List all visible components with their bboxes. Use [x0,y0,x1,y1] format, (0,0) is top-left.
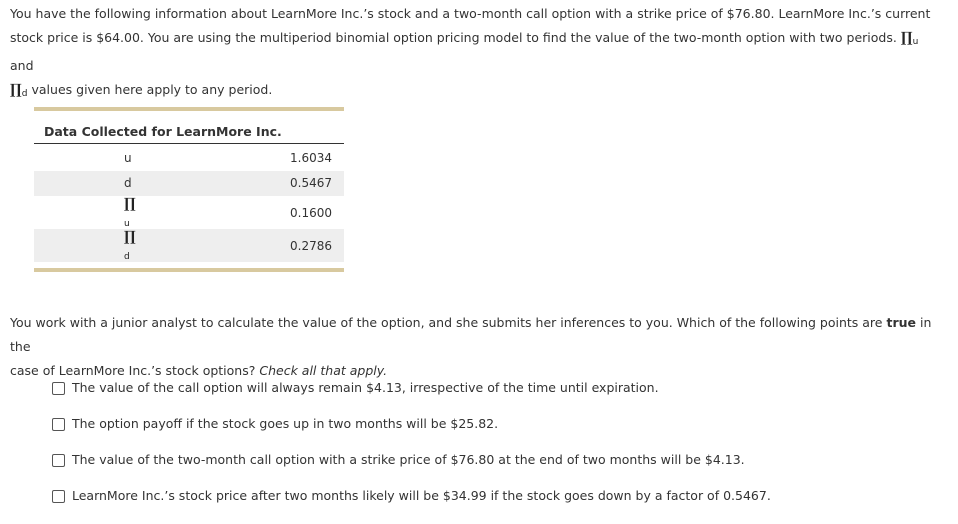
intro-line-3: values given here apply to any period. [31,82,273,97]
option-label: The option payoff if the stock goes up in two months will be $25.82. [72,416,499,431]
table-row [34,145,344,171]
table-row [34,171,344,197]
row-label: $\prod_u$ [124,196,136,229]
answer-option-1[interactable] [52,376,932,412]
checkbox[interactable] [52,454,65,467]
question-instruction: Check all that apply. [259,363,388,378]
question-true-bold: true [886,315,916,330]
question-part-b: in the [10,315,932,354]
row-label: u [124,150,132,165]
answer-options [52,376,932,520]
pi-u-symbol: $\prod_u$ [900,30,919,47]
intro-line-2: stock price is $64.00. You are using the multiperiod binomial option pricing model to find the value of the two-month option with two periods. [10,30,897,45]
question-part-c: case of LearnMore Inc.’s stock options? [10,363,256,378]
question-part-a: You work with a junior analyst to calculate the value of the option, and she submits her inferences to you. Which of the following points are [10,315,883,330]
row-value: 1.6034 [290,150,332,165]
checkbox[interactable] [52,382,65,395]
problem-intro [10,2,940,106]
checkbox[interactable] [52,418,65,431]
checkbox[interactable] [52,490,65,503]
table-row [34,196,344,229]
question-text [10,311,940,383]
row-label: $\prod_d$ [34,229,154,262]
row-label: d [34,171,154,197]
data-table [34,107,344,272]
option-label: LearnMore Inc.’s stock price after two months likely will be $34.99 if the stock goes down by a factor of 0.5467. [72,488,771,503]
intro-and: and [10,58,34,73]
table-body [34,145,344,262]
table-caption: Data Collected for LearnMore Inc. [44,124,282,139]
row-value: 0.1600 [290,205,332,220]
intro-line-1: You have the following information about LearnMore Inc.’s stock and a two-month call option with a strike price of $76.80. LearnMore Inc.’s current [10,6,931,21]
table-header-line [34,143,344,144]
answer-option-3[interactable] [52,448,932,484]
table-bottom-rule [34,268,344,272]
row-value: 0.2786 [154,229,344,262]
option-label: The value of the call option will always remain $4.13, irrespective of the time until expiration. [72,380,659,395]
pi-d-symbol: $\prod_d$ [10,82,28,99]
row-value: 0.5467 [154,171,344,197]
option-label: The value of the two-month call option with a strike price of $76.80 at the end of two months will be $4.13. [72,452,745,467]
answer-option-2[interactable] [52,412,932,448]
answer-option-4[interactable] [52,484,932,520]
table-row [34,229,344,262]
